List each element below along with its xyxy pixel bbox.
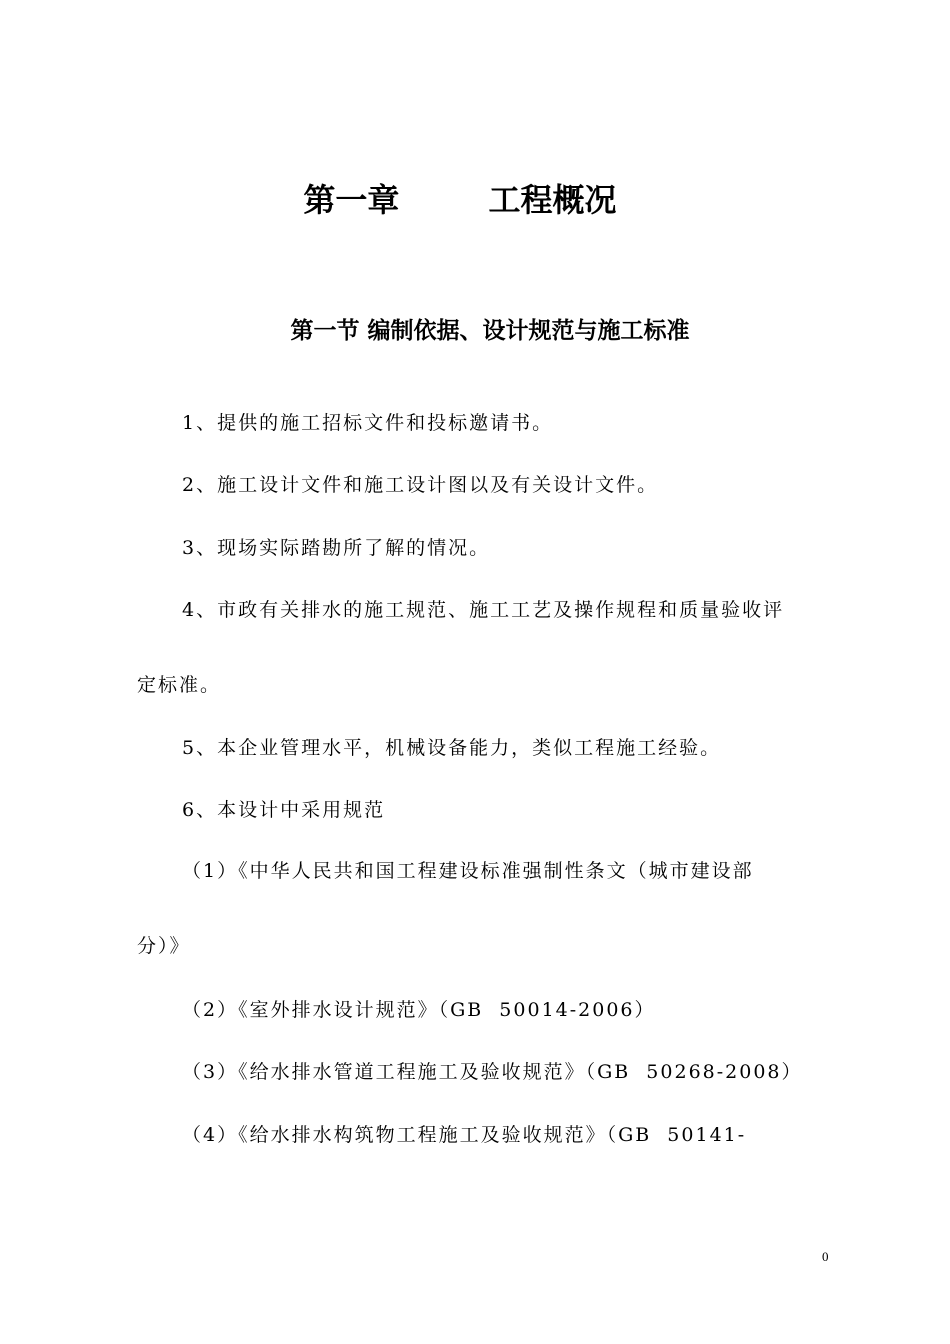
paragraph-line: 5、本企业管理水平，机械设备能力，类似工程施工经验。	[182, 737, 722, 759]
section-title: 第一节 编制依据、设计规范与施工标准	[290, 318, 690, 344]
page-number: 0	[822, 1249, 829, 1264]
paragraph-line: 分）》	[137, 935, 191, 957]
paragraph-line: （4）《给水排水构筑物工程施工及验收规范》（GB 50141-	[182, 1124, 747, 1146]
paragraph-line: 定标准。	[137, 674, 222, 696]
paragraph-line: （1）《中华人民共和国工程建设标准强制性条文（城市建设部	[182, 860, 754, 882]
paragraph-line: 3、现场实际踏勘所了解的情况。	[182, 537, 491, 559]
paragraph-line: （3）《给水排水管道工程施工及验收规范》（GB 50268-2008）	[182, 1061, 803, 1083]
paragraph-line: 6、本设计中采用规范	[182, 799, 386, 821]
paragraph-line: （2）《室外排水设计规范》（GB 50014-2006）	[182, 999, 656, 1021]
paragraph-line: 4、市政有关排水的施工规范、施工工艺及操作规程和质量验收评	[182, 599, 785, 621]
paragraph-line: 1、提供的施工招标文件和投标邀请书。	[182, 412, 554, 434]
paragraph-line: 2、施工设计文件和施工设计图以及有关设计文件。	[182, 474, 659, 496]
chapter-title: 第一章 工程概况	[303, 181, 617, 219]
